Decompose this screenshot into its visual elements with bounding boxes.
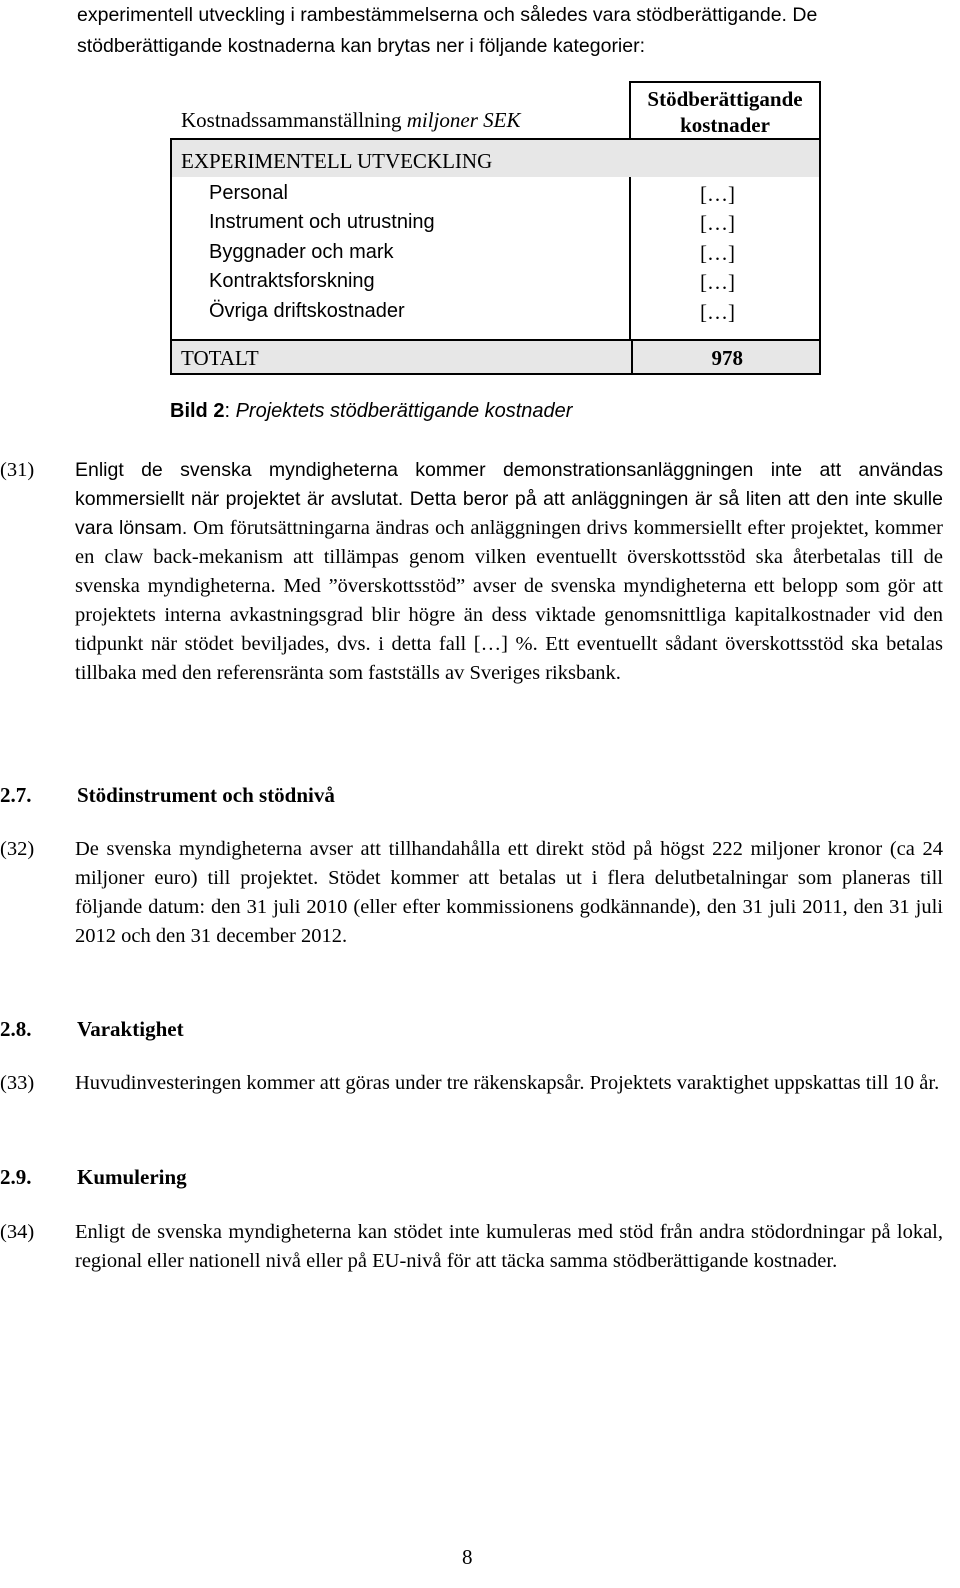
row-label: Kontraktsforskning — [209, 270, 375, 292]
paragraph-number: (31) — [0, 459, 35, 481]
total-row — [170, 339, 821, 375]
intro-line-1: experimentell utveckling i rambestämmelserna och således vara stödberättigande. De — [77, 4, 818, 26]
column-header-line-1: Stödberättigande — [647, 87, 803, 111]
total-label: TOTALT — [181, 346, 259, 370]
section-number: 2.8. — [0, 1017, 32, 1041]
paragraph-number: (34) — [0, 1221, 35, 1243]
row-label: Övriga driftskostnader — [209, 300, 405, 322]
row-value: […] — [700, 182, 735, 206]
section-title: Stödinstrument och stödnivå — [77, 783, 335, 807]
row-value: […] — [700, 211, 735, 235]
row-value: […] — [700, 300, 735, 324]
section-title: Kumulering — [77, 1165, 187, 1189]
category-label: EXPERIMENTELL UTVECKLING — [181, 149, 493, 173]
paragraph-text-b: Om förutsättningarna ändras och anläggningen drivs kommersiellt efter projektet, kommer en claw back-mekanism att tillämpas genom vilken eventuellt överskottsstöd ska återbetalas till de svenska myndigheterna. Med ”överskottsstöd” avser de svenska myndigheterna ett belopp som gör att projektets interna avkastningsgrad blir högre än dess viktade genomsnittliga kapitalkostnader vid den tidpunkt när stödet beviljades, dvs. i detta fall […] %. Ett eventuellt sådant överskottsstöd ska betalas tillbaka med den referensränta som fastställs av Sveriges riksbank. — [75, 517, 943, 684]
figure-separator: : — [224, 400, 236, 422]
section-number: 2.7. — [0, 783, 32, 807]
row-value: […] — [700, 270, 735, 294]
paragraph-31 — [0, 456, 946, 746]
column-header-line-2: kostnader — [680, 113, 770, 137]
intro-text — [77, 0, 947, 62]
table-title-main: Kostnadssammanställning — [181, 108, 407, 132]
table-title-unit: miljoner SEK — [406, 108, 521, 132]
paragraph-number: (33) — [0, 1072, 35, 1094]
row-label: Instrument och utrustning — [209, 211, 435, 233]
total-value: 978 — [711, 346, 743, 370]
paragraph-text-a: Enligt de svenska myndigheterna kommer demonstrationsanläggningen inte att användas kommersiellt när projektet är avslutat. Detta beror på att anläggningen är så liten att den inte skulle vara lönsam. — [75, 459, 943, 539]
paragraph-text — [75, 456, 943, 688]
row-value: […] — [700, 241, 735, 265]
column-header — [629, 81, 821, 138]
figure-caption — [170, 400, 572, 423]
paragraph-text: De svenska myndigheterna avser att tillhandahålla ett direkt stöd på högst 222 miljoner kronor (ca 24 miljoner euro) till projektet. Stödet kommer att betalas ut i flera delutbetalningar som planeras till följande datum: den 31 juli 2010 (eller efter kommissionens godkännande), den 31 juli 2011, den 31 juli 2012 och den 31 december 2012. — [75, 838, 943, 947]
intro-line-2: stödberättigande kostnaderna kan brytas ner i följande kategorier: — [77, 35, 646, 57]
paragraph-text: Huvudinvesteringen kommer att göras under tre räkenskapsår. Projektets varaktighet uppskattas till 10 år. — [75, 1072, 940, 1094]
paragraph-number: (32) — [0, 838, 35, 860]
section-number: 2.9. — [0, 1165, 32, 1189]
cost-table — [170, 81, 821, 375]
section-title: Varaktighet — [77, 1017, 184, 1041]
paragraph-text: Enligt de svenska myndigheterna kan stödet inte kumuleras med stöd från andra stödordningar på lokal, regional eller nationell nivå eller på EU-nivå för att täcka samma stödberättigande kostnader. — [75, 1221, 943, 1272]
table-title — [181, 108, 520, 133]
row-label: Personal — [209, 182, 288, 204]
paragraph-33 — [0, 1069, 946, 1129]
row-label: Byggnader och mark — [209, 241, 394, 263]
page-number: 8 — [462, 1545, 473, 1569]
figure-label: Bild 2 — [170, 400, 225, 422]
paragraph-34 — [0, 1218, 946, 1308]
figure-caption-text: Projektets stödberättigande kostnader — [235, 400, 573, 422]
paragraph-32 — [0, 835, 946, 985]
total-separator — [631, 341, 633, 373]
